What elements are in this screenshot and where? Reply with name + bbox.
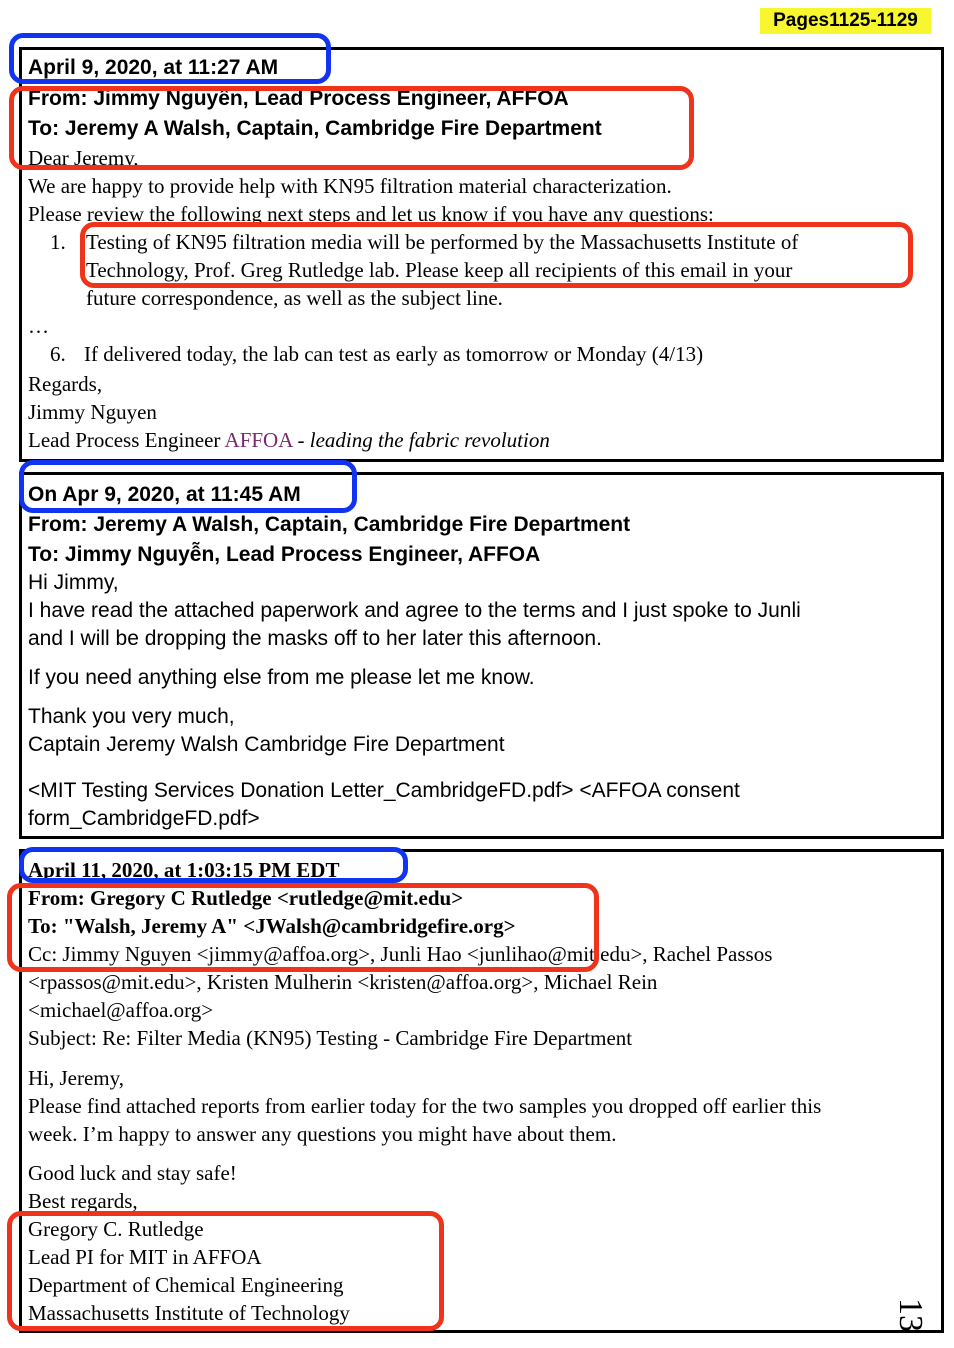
email2-from: From: Jeremy A Walsh, Captain, Cambridge Fire Department (28, 513, 631, 536)
email3-cc-2: <rpassos@mit.edu>, Kristen Mulherin <kristen@affoa.org>, Michael Rein (28, 970, 658, 994)
email1-item1-number: 1. (50, 230, 66, 254)
email3-subject: Subject: Re: Filter Media (KN95) Testing - Cambridge Fire Department (28, 1026, 633, 1050)
highlight-email2-date (19, 460, 357, 513)
email3-sig-2: Lead PI for MIT in AFFOA (28, 1245, 262, 1269)
email2-to: To: Jimmy Nguyễn, Lead Process Engineer, AFFOA (28, 543, 541, 566)
email3-sig-4: Massachusetts Institute of Technology (28, 1301, 350, 1325)
email2-signature: Captain Jeremy Walsh Cambridge Fire Department (28, 733, 505, 756)
email3-cc-3: <michael@affoa.org> (28, 998, 214, 1022)
email1-item1-line-b: Technology, Prof. Greg Rutledge lab. Please keep all recipients of this email in your (86, 258, 793, 282)
email1-ellipsis: … (28, 314, 49, 338)
highlight-email3-date (19, 847, 408, 883)
email3-from: From: Gregory C Rutledge <rutledge@mit.edu> (28, 886, 464, 910)
email1-line2: Please review the following next steps and let us know if you have any questions: (28, 202, 714, 226)
email2-body-2: and I will be dropping the masks off to her later this afternoon. (28, 627, 602, 650)
email2-attachment-1[interactable]: <MIT Testing Services Donation Letter_CambridgeFD.pdf> <AFFOA consent (28, 779, 740, 802)
sig-title: Lead Process Engineer (28, 428, 225, 452)
email2-body-3: If you need anything else from me please let me know. (28, 666, 535, 689)
email3-body-1: Please find attached reports from earlier today for the two samples you dropped off earlier this (28, 1094, 822, 1118)
email1-item1-line-c: future correspondence, as well as the subject line. (86, 286, 503, 310)
page-number: 13 (892, 1298, 929, 1332)
email1-item6-number: 6. (50, 342, 66, 366)
highlight-email1-item1 (80, 222, 913, 288)
email2-greeting: Hi Jimmy, (28, 571, 119, 594)
email3-regards: Best regards, (28, 1189, 138, 1213)
email3-sig-1: Gregory C. Rutledge (28, 1217, 204, 1241)
email1-to: To: Jeremy A Walsh, Captain, Cambridge Fire Department (28, 117, 602, 140)
email3-greeting: Hi, Jeremy, (28, 1066, 125, 1090)
sig-tagline: leading the fabric revolution (309, 428, 550, 452)
highlight-email1-date (9, 33, 331, 84)
email3-luck: Good luck and stay safe! (28, 1161, 237, 1185)
email3-to: To: "Walsh, Jeremy A" <JWalsh@cambridgefire.org> (28, 914, 516, 938)
email1-line1: We are happy to provide help with KN95 filtration material characterization. (28, 174, 672, 198)
pages-tag: Pages1125-1129 (760, 8, 931, 34)
email2-thanks: Thank you very much, (28, 705, 235, 728)
email3-body-2: week. I’m happy to answer any questions you might have about them. (28, 1122, 617, 1146)
email1-greeting: Dear Jeremy, (28, 146, 139, 170)
email1-regards: Regards, (28, 372, 103, 396)
email2-body-1: I have read the attached paperwork and agree to the terms and I just spoke to Junli (28, 599, 801, 622)
affoa-link[interactable]: AFFOA (224, 428, 293, 452)
email1-date: April 9, 2020, at 11:27 AM (28, 56, 279, 79)
email3-sig-3: Department of Chemical Engineering (28, 1273, 344, 1297)
highlight-email3-signature (7, 1211, 444, 1331)
email1-item6: If delivered today, the lab can test as early as tomorrow or Monday (4/13) (84, 342, 704, 366)
highlight-email1-from-to (9, 86, 694, 170)
email2-date: On Apr 9, 2020, at 11:45 AM (28, 483, 301, 506)
sig-dash: - (292, 428, 310, 452)
email1-name: Jimmy Nguyen (28, 400, 157, 424)
email3-cc-1: Cc: Jimmy Nguyen <jimmy@affoa.org>, Junli Hao <junlihao@mit.edu>, Rachel Passos (28, 942, 773, 966)
email1-item1-line-a: Testing of KN95 filtration media will be performed by the Massachusetts Institute of (86, 230, 799, 254)
highlight-email3-from-to (7, 883, 599, 972)
email3-date: April 11, 2020, at 1:03:15 PM EDT (28, 858, 340, 882)
email1-from: From: Jimmy Nguyên, Lead Process Engineer, AFFOA (28, 87, 569, 110)
email1-signature (28, 428, 550, 453)
email2-attachment-2[interactable]: form_CambridgeFD.pdf> (28, 807, 260, 830)
